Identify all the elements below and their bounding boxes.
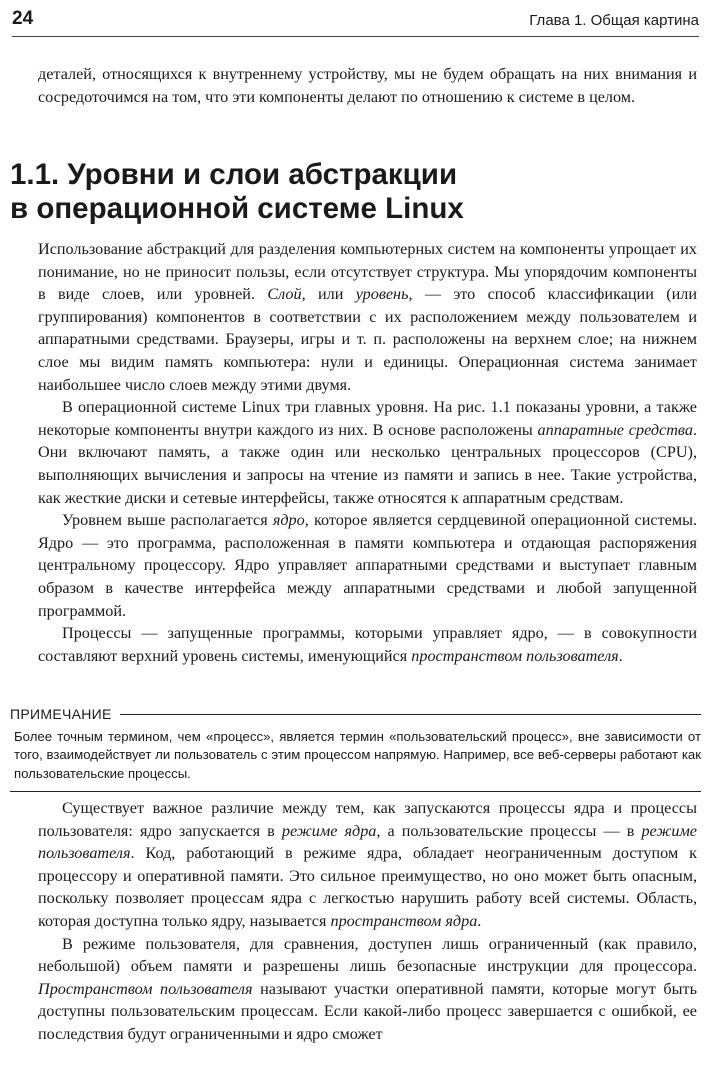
paragraph-abstraction bbox=[38, 238, 697, 396]
note-header bbox=[10, 706, 701, 722]
section-body-continued bbox=[38, 797, 697, 1046]
term-user-mode: режиме пользователя bbox=[38, 821, 697, 863]
text-run: Существует важное различие между тем, как запускаются процессы ядра и процессы пользователя: ядро запускается в bbox=[38, 799, 697, 840]
term-level: уровень bbox=[355, 285, 409, 304]
section-body bbox=[38, 238, 697, 667]
header-rule bbox=[12, 36, 699, 37]
term-kernel-space: пространством ядра bbox=[330, 911, 478, 930]
text-run: В режиме пользователя, для сравнения, доступен лишь ограниченный (как правило, небольшой) объем памяти и разрешены лишь безопасные инструкции для процессора. bbox=[38, 934, 697, 976]
paragraph-user-mode bbox=[38, 933, 697, 1046]
paragraph-modes bbox=[38, 797, 697, 933]
term-layer: Слой bbox=[267, 285, 302, 304]
text-run: , которое является сердцевиной операционной системы. Ядро — это программа, расположенная в памяти компьютера и отдающая распоряжения центральному процессору. Ядро управляет аппаратными средствами и выступает главным образом в качестве интерфейса между аппаратными средствами и любой запущенной программой. bbox=[38, 511, 697, 620]
term-kernel: ядро bbox=[272, 511, 305, 530]
note-text: Более точным термином, чем «процесс», является термин «пользовательский процесс», вне зависимости от того, взаимодействует ли пользователь с этим процессом напрямую. Например, все веб-серверы работают как пользовательские процессы. bbox=[14, 729, 701, 781]
section-title bbox=[10, 158, 697, 226]
running-head: Глава 1. Общая картина bbox=[529, 12, 699, 29]
intro-text: деталей, относящихся к внутреннему устройству, мы не будем обращать на них внимания и сосредоточимся на том, что эти компоненты делают по отношению к системе в целом. bbox=[38, 65, 697, 106]
paragraph-kernel bbox=[38, 509, 697, 622]
intro-paragraph bbox=[38, 63, 697, 108]
note-label: ПРИМЕЧАНИЕ bbox=[10, 706, 112, 722]
text-run: Использование абстракций для разделения компьютерных систем на компоненты упрощает их понимание, но не приносит пользы, если отсутствует структура. Мы упорядочим компоненты в виде слоев, или уровней. bbox=[38, 240, 697, 304]
text-run: , — это способ классификации (или группирования) компонентов в соответствии с их расположением между пользователем и аппаратными средствами. Браузеры, игры и т. п. расположены на верхнем слое; на нижнем слое мы видим память компьютера: нули и единицы. Операционная система занимает наибольшее число слоев между этими двумя. bbox=[38, 285, 697, 394]
text-run: В операционной системе Linux три главных уровня. На рис. 1.1 показаны уровни, а также некоторые компоненты внутри каждого из них. В основе расположены bbox=[38, 398, 697, 439]
text-run: называют участки оперативной памяти, которые могут быть доступны пользовательским процессам. Если какой-либо процесс завершается с ошибкой, ее последствия будут ограниченными и ядро сможет bbox=[38, 979, 697, 1043]
page-number: 24 bbox=[12, 8, 34, 29]
text-run: , или bbox=[301, 285, 356, 304]
note-bottom-rule bbox=[10, 791, 701, 792]
text-run: . bbox=[618, 646, 623, 665]
text-run: , а пользовательские процессы — в bbox=[376, 821, 642, 840]
section-title-line1: 1.1. Уровни и слои абстракции bbox=[10, 158, 458, 191]
page-header bbox=[12, 8, 699, 34]
paragraph-processes bbox=[38, 622, 697, 667]
text-run: Уровнем выше располагается bbox=[62, 511, 273, 530]
section-title-line2: в операционной системе Linux bbox=[10, 192, 464, 225]
paragraph-levels bbox=[38, 396, 697, 509]
note-box bbox=[10, 706, 701, 792]
note-top-rule bbox=[120, 714, 701, 715]
text-run: . bbox=[477, 911, 482, 930]
text-run: Процессы — запущенные программы, которыми управляет ядро, — в совокупности составляют верхний уровень системы, именующийся bbox=[38, 624, 697, 665]
text-run: . Они включают память, а также один или несколько центральных процессоров (CPU), выполняющих вычисления и запросы на чтение из памяти и запись в нее. Такие устройства, как жесткие диски и сетевые интерфейсы, также относятся к аппаратным средствам. bbox=[38, 420, 697, 507]
term-hardware: аппаратные средства bbox=[537, 420, 693, 439]
term-user-space: пространством пользователя bbox=[411, 646, 619, 665]
term-kernel-mode: режиме ядра bbox=[281, 821, 377, 840]
text-run: . Код, работающий в режиме ядра, обладает неограниченным доступом к процессору и оперативной памяти. Это сильное преимущество, но оно может быть опасным, поскольку позволяет процессам ядра с легкостью нарушить работу всей системы. Область, которая доступна только ядру, называется bbox=[38, 844, 697, 930]
term-user-space: Пространством пользователя bbox=[38, 979, 253, 998]
